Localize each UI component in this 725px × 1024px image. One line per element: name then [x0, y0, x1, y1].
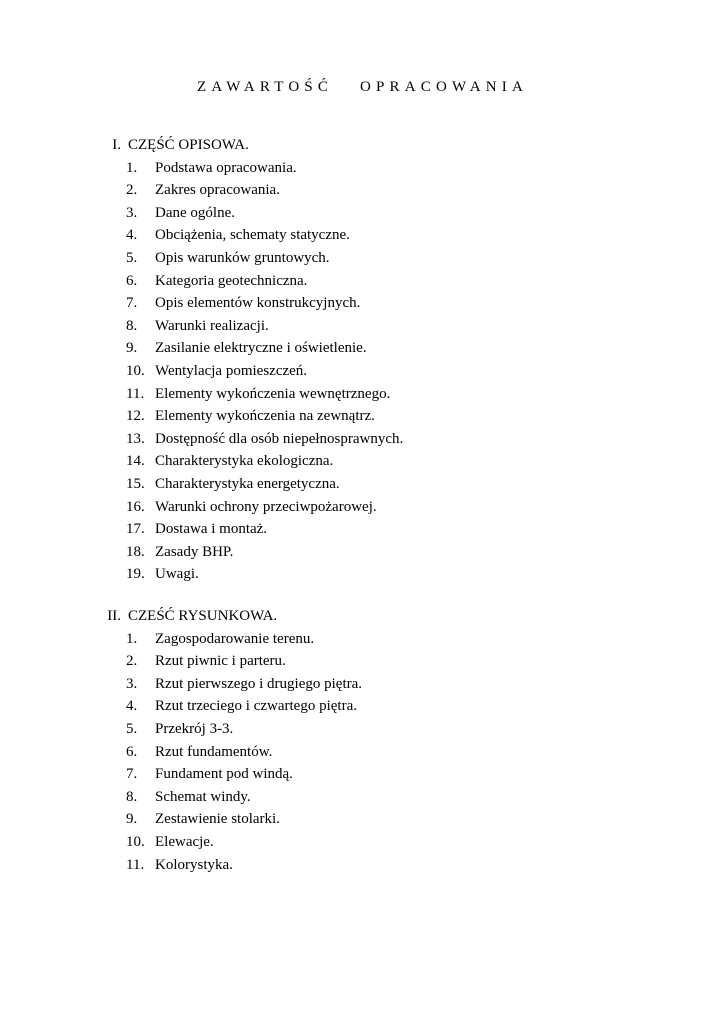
list-item-text: Zestawienie stolarki.: [155, 811, 280, 828]
list-item: [0, 428, 725, 451]
list-item-number: 11.: [126, 856, 145, 873]
list-item-number: 11.: [126, 385, 145, 402]
list-item: [0, 741, 725, 764]
list-item-text: Warunki ochrony przeciwpożarowej.: [155, 498, 377, 515]
list-item-text: Dostępność dla osób niepełnosprawnych.: [155, 430, 404, 447]
list-item-text: Opis warunków gruntowych.: [155, 250, 330, 267]
section-item-list: [0, 157, 725, 586]
list-item: [0, 786, 725, 809]
list-item: [0, 541, 725, 564]
list-item: [0, 224, 725, 247]
list-item-number: 7.: [126, 766, 138, 783]
list-item-number: 3.: [126, 675, 138, 692]
section-item-list: [0, 628, 725, 877]
list-item-text: Obciążenia, schematy statyczne.: [155, 227, 350, 244]
list-item: [0, 157, 725, 180]
list-item-number: 18.: [126, 543, 145, 560]
section-roman-numeral: I.: [112, 137, 121, 153]
list-item-text: Dane ogólne.: [155, 204, 235, 221]
document-title: ZAWARTOŚĆ OPRACOWANIA: [197, 79, 528, 95]
list-item-text: Fundament pod windą.: [155, 766, 293, 783]
list-item-number: 4.: [126, 698, 138, 715]
list-item-number: 10.: [126, 363, 145, 380]
list-item-text: Rzut piwnic i parteru.: [155, 653, 286, 670]
list-item: [0, 337, 725, 360]
list-item-number: 1.: [126, 159, 138, 176]
list-item-number: 15.: [126, 476, 145, 492]
list-item-text: Kategoria geotechniczna.: [155, 272, 308, 289]
list-item: [0, 473, 725, 496]
list-item: [0, 383, 725, 406]
list-item-text: Dostawa i montaż.: [155, 521, 268, 538]
list-item-text: Warunki realizacji.: [155, 317, 269, 334]
list-item-number: 6.: [126, 743, 138, 760]
list-item-text: Elewacje.: [155, 834, 214, 851]
list-item: [0, 270, 725, 293]
list-item: [0, 496, 725, 519]
list-item-text: Rzut pierwszego i drugiego piętra.: [155, 675, 363, 692]
list-item-text: Kolorystyka.: [155, 856, 233, 873]
list-item: [0, 808, 725, 831]
list-item: [0, 202, 725, 225]
list-item-text: Schemat windy.: [155, 788, 251, 805]
list-item-number: 6.: [126, 272, 138, 289]
list-item-number: 10.: [126, 834, 145, 851]
list-item: [0, 650, 725, 673]
list-item-number: 9.: [126, 340, 138, 357]
list-item: [0, 831, 725, 854]
list-item: [0, 315, 725, 338]
list-item: [0, 695, 725, 718]
list-item-text: Charakterystyka ekologiczna.: [155, 453, 334, 470]
list-item-number: 8.: [126, 788, 138, 805]
list-item-number: 13.: [126, 430, 145, 447]
list-item-number: 2.: [126, 653, 138, 670]
list-item-number: 12.: [126, 408, 145, 425]
section-heading: [0, 134, 725, 157]
list-item-text: Wentylacja pomieszczeń.: [155, 363, 308, 380]
list-item-number: 16.: [126, 498, 145, 515]
list-item-text: Zagospodarowanie terenu.: [155, 630, 315, 647]
list-item: [0, 718, 725, 741]
list-item-text: Rzut fundamentów.: [155, 743, 273, 760]
list-item: [0, 763, 725, 786]
list-item-number: 2.: [126, 182, 138, 199]
list-item-text: Rzut trzeciego i czwartego piętra.: [155, 698, 357, 715]
list-item-text: Elementy wykończenia na zewnątrz.: [155, 408, 375, 425]
list-item: [0, 854, 725, 877]
list-item-number: 9.: [126, 811, 138, 828]
list-item: [0, 405, 725, 428]
list-item-number: 7.: [126, 295, 138, 312]
list-item-text: Charakterystyka energetyczna.: [155, 476, 340, 492]
list-item-text: Uwagi.: [155, 566, 199, 583]
list-item-number: 19.: [126, 566, 145, 583]
list-item: [0, 292, 725, 315]
list-item: [0, 563, 725, 586]
section-heading: [0, 605, 725, 628]
list-item-number: 4.: [126, 227, 138, 244]
list-item: [0, 673, 725, 696]
section-descriptive: [0, 134, 725, 586]
section-heading-text: CZĘŚĆ OPISOWA.: [128, 137, 249, 153]
list-item-text: Podstawa opracowania.: [155, 159, 297, 176]
list-item: [0, 518, 725, 541]
list-item: [0, 628, 725, 651]
list-item-text: Zasady BHP.: [155, 543, 234, 560]
list-item-number: 14.: [126, 453, 145, 470]
section-drawings: [0, 605, 725, 876]
list-item: [0, 179, 725, 202]
section-heading-text: CZEŚĆ RYSUNKOWA.: [128, 608, 278, 624]
list-item-number: 5.: [126, 250, 138, 267]
list-item-text: Zasilanie elektryczne i oświetlenie.: [155, 340, 367, 357]
section-roman-numeral: II.: [107, 608, 121, 624]
list-item-number: 17.: [126, 521, 145, 538]
list-item-number: 1.: [126, 630, 138, 647]
list-item: [0, 247, 725, 270]
list-item-number: 3.: [126, 204, 138, 221]
list-item-number: 5.: [126, 721, 138, 738]
list-item: [0, 450, 725, 473]
list-item-text: Przekrój 3-3.: [155, 721, 234, 738]
list-item: [0, 360, 725, 383]
list-item-text: Opis elementów konstrukcyjnych.: [155, 295, 361, 312]
list-item-text: Elementy wykończenia wewnętrznego.: [155, 385, 391, 402]
list-item-number: 8.: [126, 317, 138, 334]
list-item-text: Zakres opracowania.: [155, 182, 280, 199]
